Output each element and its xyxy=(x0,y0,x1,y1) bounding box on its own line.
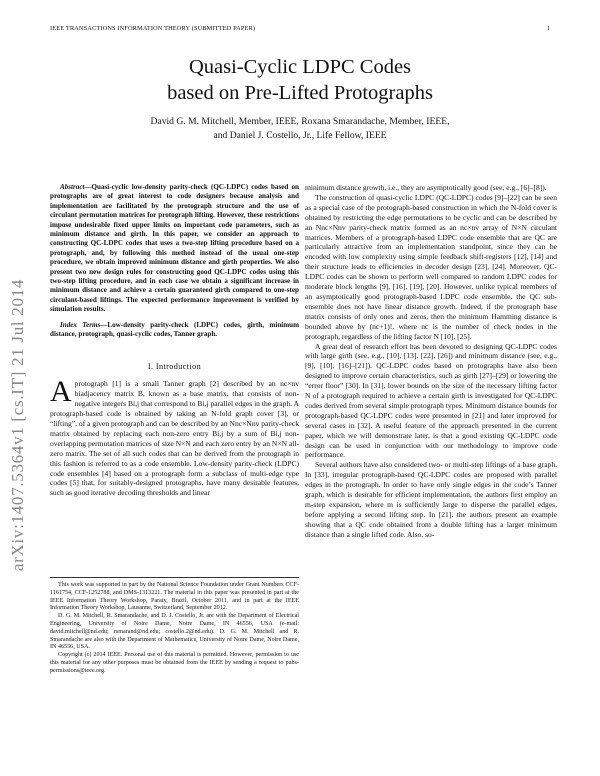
index-terms-text: —Low-density parity-check (LDPC) codes, girth, minimum distance, protograph, quasi-cyclic codes, Tanner graph. xyxy=(50,320,299,339)
drop-cap: A xyxy=(50,375,72,409)
authors-line-2: and Daniel J. Costello, Jr., Life Fellow, IEEE xyxy=(213,129,387,141)
title-line-1: Quasi-Cyclic LDPC Codes xyxy=(188,56,412,78)
section-heading: I. Introduction xyxy=(147,361,202,371)
footnote-affiliation: D. G. M. Mitchell, R. Smarandache, and D. J. Costello, Jr. are with the Department of Electrical Engineering, University of Notre Dame, Notre Dame, IN 46556, USA (e-mail: david.mitchell@nd.edu; rsmarand@nd.edu; costello.2@nd.edu). D. G. M. Mitchell and R. Smarandache are also with the Department of Mathematics, University of Notre Dame, Notre Dame, IN 46556, USA. xyxy=(50,613,299,651)
footnote-funding: This work was supported in part by the National Science Foundation under Grant Numbers CCF-1161754, CCF-1252788, and DMS-1313221. The material in this paper was presented in part at the IEEE Information Theory Workshop, Paraty, Brazil, October 2011, and in part at the IEEE Information Theory Workshop, Lausanne, Switzerland, September 2012. xyxy=(50,582,299,612)
paragraph: Several authors have also considered two- or multi-step liftings of a base graph. In [33], irregular protograph-based QC-LDPC codes are proposed with parallel edges in the protograph. In order to have only single edges in the code’s Tanner graph, which is desirable for efficient implementation, the authors first employ an m-step expansion, where m is sufficiently large to disperse the parallel edges, before applying a second lifting step. In [21], the authors present an example showing that a QC code obtained from a double lifting has a larger minimum distance than a single lifted code. Also, so- xyxy=(305,460,557,539)
index-terms-label: Index Terms xyxy=(60,320,101,329)
paragraph: A great deal of research effort has been devoted to designing QC-LDPC codes with large girth (see, e.g., [10], [13], [22], [26]) and minimum distance (see, e.g., [9], [10], [16]–[21]). QC-LDPC codes based on protographs have also been designed to improve certain characteristics, such as girth [27]–[29] or lowering the “error floor” [30]. In [31], lower bounds on the size of the necessary lifting factor N of a protograph required to achieve a certain girth is investigated for QC-LDPC codes derived from several simple protograph types. Minimum distance bounds for protograph-based QC-LDPC codes were presented in [21] and later improved for several cases in [32]. A useful feature of the approach presented in the current paper, which we will demonstrate later, is that a good existing QC-LDPC code design can be used in conjunction with our methodology to improve code performance. xyxy=(305,341,557,460)
right-column xyxy=(305,183,557,540)
arxiv-stamp: arXiv:1407.5364v1 [cs.IT] 21 Jul 2014 xyxy=(8,278,27,572)
paper-title xyxy=(50,54,550,106)
footnote-copyright: Copyright (c) 2014 IEEE. Personal use of this material is permitted. However, permission to use this material for any other purposes must be obtained from the IEEE by sending a request to pubs-permissions@ieee.org. xyxy=(50,652,299,674)
abstract-label: Abstract xyxy=(60,183,85,191)
index-terms xyxy=(50,321,299,340)
paragraph: minimum distance growth, i.e., they are asymptotically good (see, e.g., [6]–[8]). xyxy=(305,183,547,192)
intro-text: protograph [1] is a small Tanner graph [2] described by an nc×nv biadjacency matrix B, known as a base matrix, that consists of non-negative integers Bi,j that correspond to Bi,j parallel edges in the graph. A protograph-based code is obtained by taking an N-fold graph cover [3], or “lifting”, of a given protograph and can be described by an Nnc×Nnv parity-check matrix obtained by replacing each non-zero entry Bi,j by a sum of Bi,j non-overlapping permutation matrices of size N×N and each zero entry by an N×N all-zero matrix. The set of all such codes that can be derived from the protograph in this fashion is referred to as a code ensemble. Low-density parity-check (LDPC) code ensembles [4] based on a protograph form a subclass of multi-edge type codes [5] that, for suitably-designed protographs, have many desirable features, such as good iterative decoding thresholds and linear xyxy=(50,379,299,498)
running-title: IEEE TRANSACTIONS INFORMATION THEORY (SUBMITTED PAPER) xyxy=(50,25,256,32)
title-line-2: based on Pre-Lifted Protographs xyxy=(167,82,433,104)
abstract xyxy=(50,183,299,315)
running-header xyxy=(50,25,550,32)
abstract-text: —Quasi-cyclic low-density parity-check (QC-LDPC) codes based on protographs are of great interest to code designers because analysis and implementation are facilitated by the protograph structure and the use of circulant permutation matrices for protograph lifting. However, these restrictions impose undesirable fixed upper limits on important code parameters, such as minimum distance and girth. In this paper, we consider an approach to constructing QC-LDPC codes that uses a two-step lifting procedure based on a protograph, and, by following this method instead of the usual one-step procedure, we obtain improved minimum distance and girth properties. We also present two new design rules for constructing good QC-LDPC codes using this two-step lifting procedure, and in each case we obtain a significant increase in minimum distance and achieve a certain guaranteed girth compared to one-step circulant-based liftings. The expected performance improvement is verified by simulation results. xyxy=(50,183,299,314)
intro-paragraph xyxy=(50,375,299,498)
page-number: 1 xyxy=(546,25,550,32)
left-column xyxy=(50,183,299,498)
authors-line-1: David G. M. Mitchell, Member, IEEE, Roxana Smarandache, Member, IEEE, xyxy=(150,116,450,127)
footnotes xyxy=(50,577,299,676)
author-list xyxy=(80,115,520,142)
paragraph: The construction of quasi-cyclic LDPC (QC-LDPC) codes [9]–[22] can be seen as a special case of the protograph-based construction in which the N-fold cover is obtained by restricting the edge permutations to be cyclic and can be described by an Nnc×Nnv parity-check matrix formed as an nc×nv array of N×N circulant matrices. Members of a protograph-based LDPC code ensemble that are QC are particularly attractive from an implementation standpoint, since they can be encoded with low complexity using simple feedback shift-registers [12], [14] and their structure leads to efficiencies in decoder design [23], [24]. Moreover, QC-LDPC codes can be shown to perform well compared to random LDPC codes for moderate block lengths [9], [16], [19], [20]. However, unlike typical members of an asymptotically good protograph-based LDPC code ensemble, the QC sub-ensemble does not have linear distance growth. Indeed, if the protograph base matrix consists of only ones and zeros, then the minimum Hamming distance is bounded above by (nc+1)!, where nc is the number of check nodes in the protograph, regardless of the lifting factor N [10], [25]. xyxy=(305,192,557,341)
